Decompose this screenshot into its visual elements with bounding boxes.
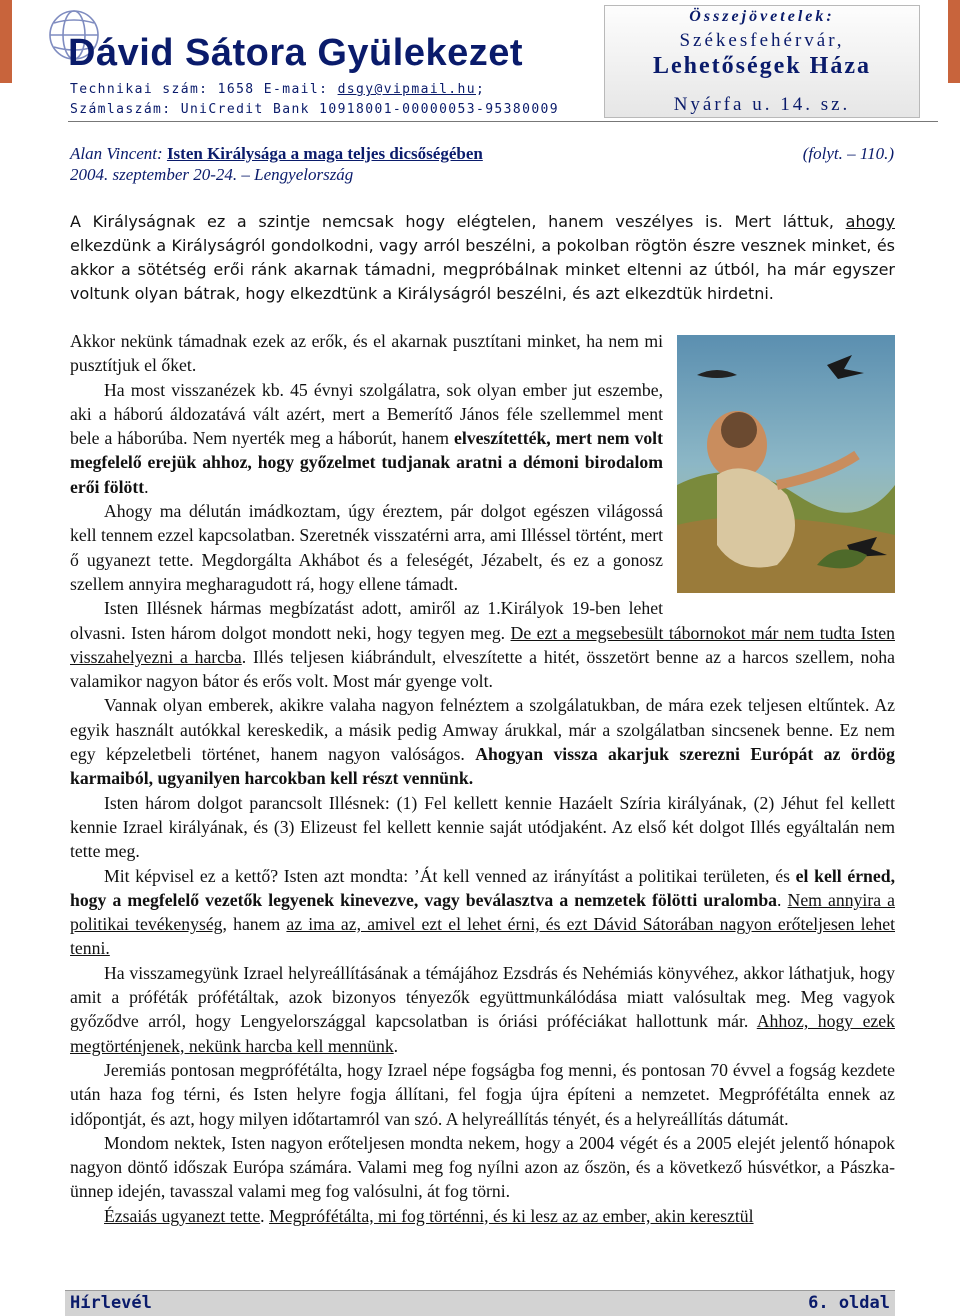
left-edge-bar [0, 0, 12, 83]
paragraph-3: Ahogy ma délután imádkoztam, úgy éreztem, pár dolgot egészen világossá kell tennem ezzel kapcsolatban. Szeretnék visszatérni arra, ami Illéssel történt, mert ő ugyanezt tette. Megdorgálta Akhábot és a feleségét, Jézabelt, és ez a gonosz szellem annyira megharagudott rá, hogy ellene támadt. [70, 501, 663, 594]
article-heading [70, 143, 894, 185]
lead-text-2: elkezdünk a Királyságról gondolkodni, vagy arról beszélni, a pokolban rögtön észre vesznek minket, és akkor a sötétség erői ránk akarnak támadni, megpróbálnak minket eltenni az útból, ha már egyszer voltunk olyan bátrak, hogy elkezdtünk a Királyságról beszélni, és azt elkezdtük hirdetni. [70, 236, 895, 303]
page-footer [65, 1290, 895, 1316]
header-divider [68, 121, 938, 122]
paragraph-11-underlined-2: Megprófétálta, mi fog történni, és ki lesz az az ember, akin keresztül [269, 1205, 754, 1226]
meeting-info-box [604, 5, 920, 118]
footer-newsletter-label: Hírlevél [70, 1293, 152, 1313]
paragraph-10: Mondom nektek, Isten nagyon erőteljesen mondta nekem, hogy a 2004 végét és a 2005 elejét jelentő hónapok nagyon döntő időszak Európa számára. Valami meg fog nyílni azon az őszön, és a következő húsvétkor, a Pászka-ünnep idején, tavasszal valami meg fog valósulni, át fog törni. [70, 1132, 895, 1202]
paragraph-2-end: . [144, 476, 149, 497]
tech-suffix: ; [475, 82, 486, 97]
paragraph-6: Isten három dolgot parancsolt Illésnek: (1) Fel kellett kennie Hazáelt Szíria királyának, (2) Jéhut fel kellett kennie Izrael királyának, és (3) Elizeust fel kellett kennie saját utódjaként. Az első két dolgot Illés egyáltalán nem tette meg. [70, 792, 895, 862]
illustration-elijah-ravens [677, 335, 895, 593]
meeting-street: Nyárfa u. 14. sz. [673, 94, 851, 115]
paragraph-7-sep-2: , hanem [222, 914, 287, 935]
tech-contact-line [70, 81, 485, 99]
paragraph-2-bold: elveszítették, mert nem volt megfelelő erejük ahhoz, hogy győzelmet tudjanak aratni a démoni birodalom erői fölött [70, 428, 663, 497]
lead-paragraph [70, 210, 895, 306]
footer-page-number: 6. oldal [808, 1293, 890, 1313]
paragraph-7: Mit képvisel ez a kettő? Isten azt mondta: ’Át kell venned az irányítást a politikai területen, és [104, 865, 796, 886]
paragraph-4-underlined: De ezt a megsebesült tábornokot már nem tudta Isten visszahelyezni a harcba [70, 622, 895, 667]
paragraph-2: Ha most visszanézek kb. 45 évnyi szolgálatra, sok olyan ember jut eszembe, aki a háború áldozatává vált azért, mert a Bemerítő János féle szellemmel ment bele a háborúba. Nem nyerték meg a háborút, hanem [70, 379, 663, 449]
tech-label: Technikai szám: 1658 E-mail: [70, 82, 338, 97]
paragraph-8: Ha visszamegyünk Izrael helyreállításának a témájához Ezsdrás és Nehémiás könyvéhez, akkor láthatjuk, hogy amit a próféták prófétáltak, azok bizonyos tényezők együttmunkálódása miatt valósultak meg. Meg vagyok győződve arról, hogy Lengyelországgal kapcsolatban is óriási próféciákat hallottunk már. [70, 962, 895, 1032]
paragraph-7-sep: . [777, 889, 788, 910]
paragraph-5: Vannak olyan emberek, akikre valaha nagyon felnéztem a szolgálatukban, de mára ezek teljesen eltűntek. Az egyik használt autókkal kereskedik, a másik pedig Amway árukkal, már a szolgálatban sincsenek benne. Ez nem egy képzeletbeli történet, hanem nagyon valóságos. [70, 695, 895, 765]
newsletter-title: Dávid Sátora Gyülekezet [68, 32, 524, 74]
paragraph-9: Jeremiás pontosan megprófétálta, hogy Izrael népe fogságba fog menni, és pontosan 70 évvel a fogság kezdete után haza fog térni, és Isten helyre fogja állítani, fel fogja újra építeni a nemzetet. Megprófétálta ennek az időpontját, és azt, hogy milyen időtartamról van szó. A helyreállítás tényét, és a helyreállítás dátumát. [70, 1059, 895, 1129]
paragraph-4: Isten Illésnek hármas megbízatást adott, amiről az 1.Királyok 19-ben lehet olvasni. Isten három dolgot mondott neki, hogy tegyen meg. [70, 598, 663, 643]
right-edge-bar [948, 0, 960, 83]
email-link[interactable]: dsgy@vipmail.hu [337, 82, 476, 97]
paragraph-11-underlined-1: Ézsaiás ugyanezt tette [104, 1205, 261, 1226]
lead-underlined: ahogy [845, 212, 895, 231]
article-date-place: 2004. szeptember 20-24. – Lengyelország [70, 165, 354, 184]
meeting-city: Székesfehérvár, [679, 30, 845, 51]
paragraph-8-end: . [393, 1035, 399, 1056]
article-title: Isten Királysága a maga teljes dicsőségében [166, 144, 483, 163]
article-continuation: (folyt. – 110.) [802, 144, 894, 163]
paragraph-5-bold: Ahogyan vissza akarjuk szerezni Európát az ördög karmaiból, ugyanilyen harcokban kell részt vennünk. [70, 744, 895, 789]
article-body [70, 329, 895, 1228]
paragraph-8-underlined: Ahhoz, hogy ezek megtörténjenek, nekünk harcba kell mennünk [70, 1011, 895, 1056]
paragraph-1: Akkor nekünk támadnak ezek az erők, és el akarnak pusztítani minket, ha nem mi pusztítjuk el őket. [70, 331, 663, 376]
lead-text: A Királyságnak ez a szintje nemcsak hogy elégtelen, hanem veszélyes is. Mert láttuk, [70, 212, 846, 231]
article-author: Alan Vincent: [70, 144, 167, 163]
article-author-title [70, 143, 483, 164]
meeting-label: Összejövetelek: [689, 8, 835, 25]
paragraph-11-sep: . [260, 1205, 270, 1226]
paragraph-7-underlined-2: az ima az, amivel ezt el lehet érni, és ezt Dávid Sátorában nagyon erőteljesen lehet tenni. [70, 914, 896, 959]
paragraph-7-bold: el kell érned, hogy a megfelelő vezetők legyenek kinevezve, vagy beválasztva a nemzetek fölötti uralomba [70, 865, 895, 910]
bank-account-line: Számlaszám: UniCredit Bank 10918001-00000053-95380009 [70, 102, 560, 117]
paragraph-7-underlined-1: Nem annyira a politikai tevékenység [70, 889, 895, 935]
paragraph-4-end: . Illés teljesen kiábrándult, elveszítette a hitét, összetört benne az a harcos szellem, noha valamikor nagyon bátor és erős volt. Most már gyenge volt. [70, 646, 895, 692]
meeting-venue: Lehetőségek Háza [653, 53, 871, 79]
